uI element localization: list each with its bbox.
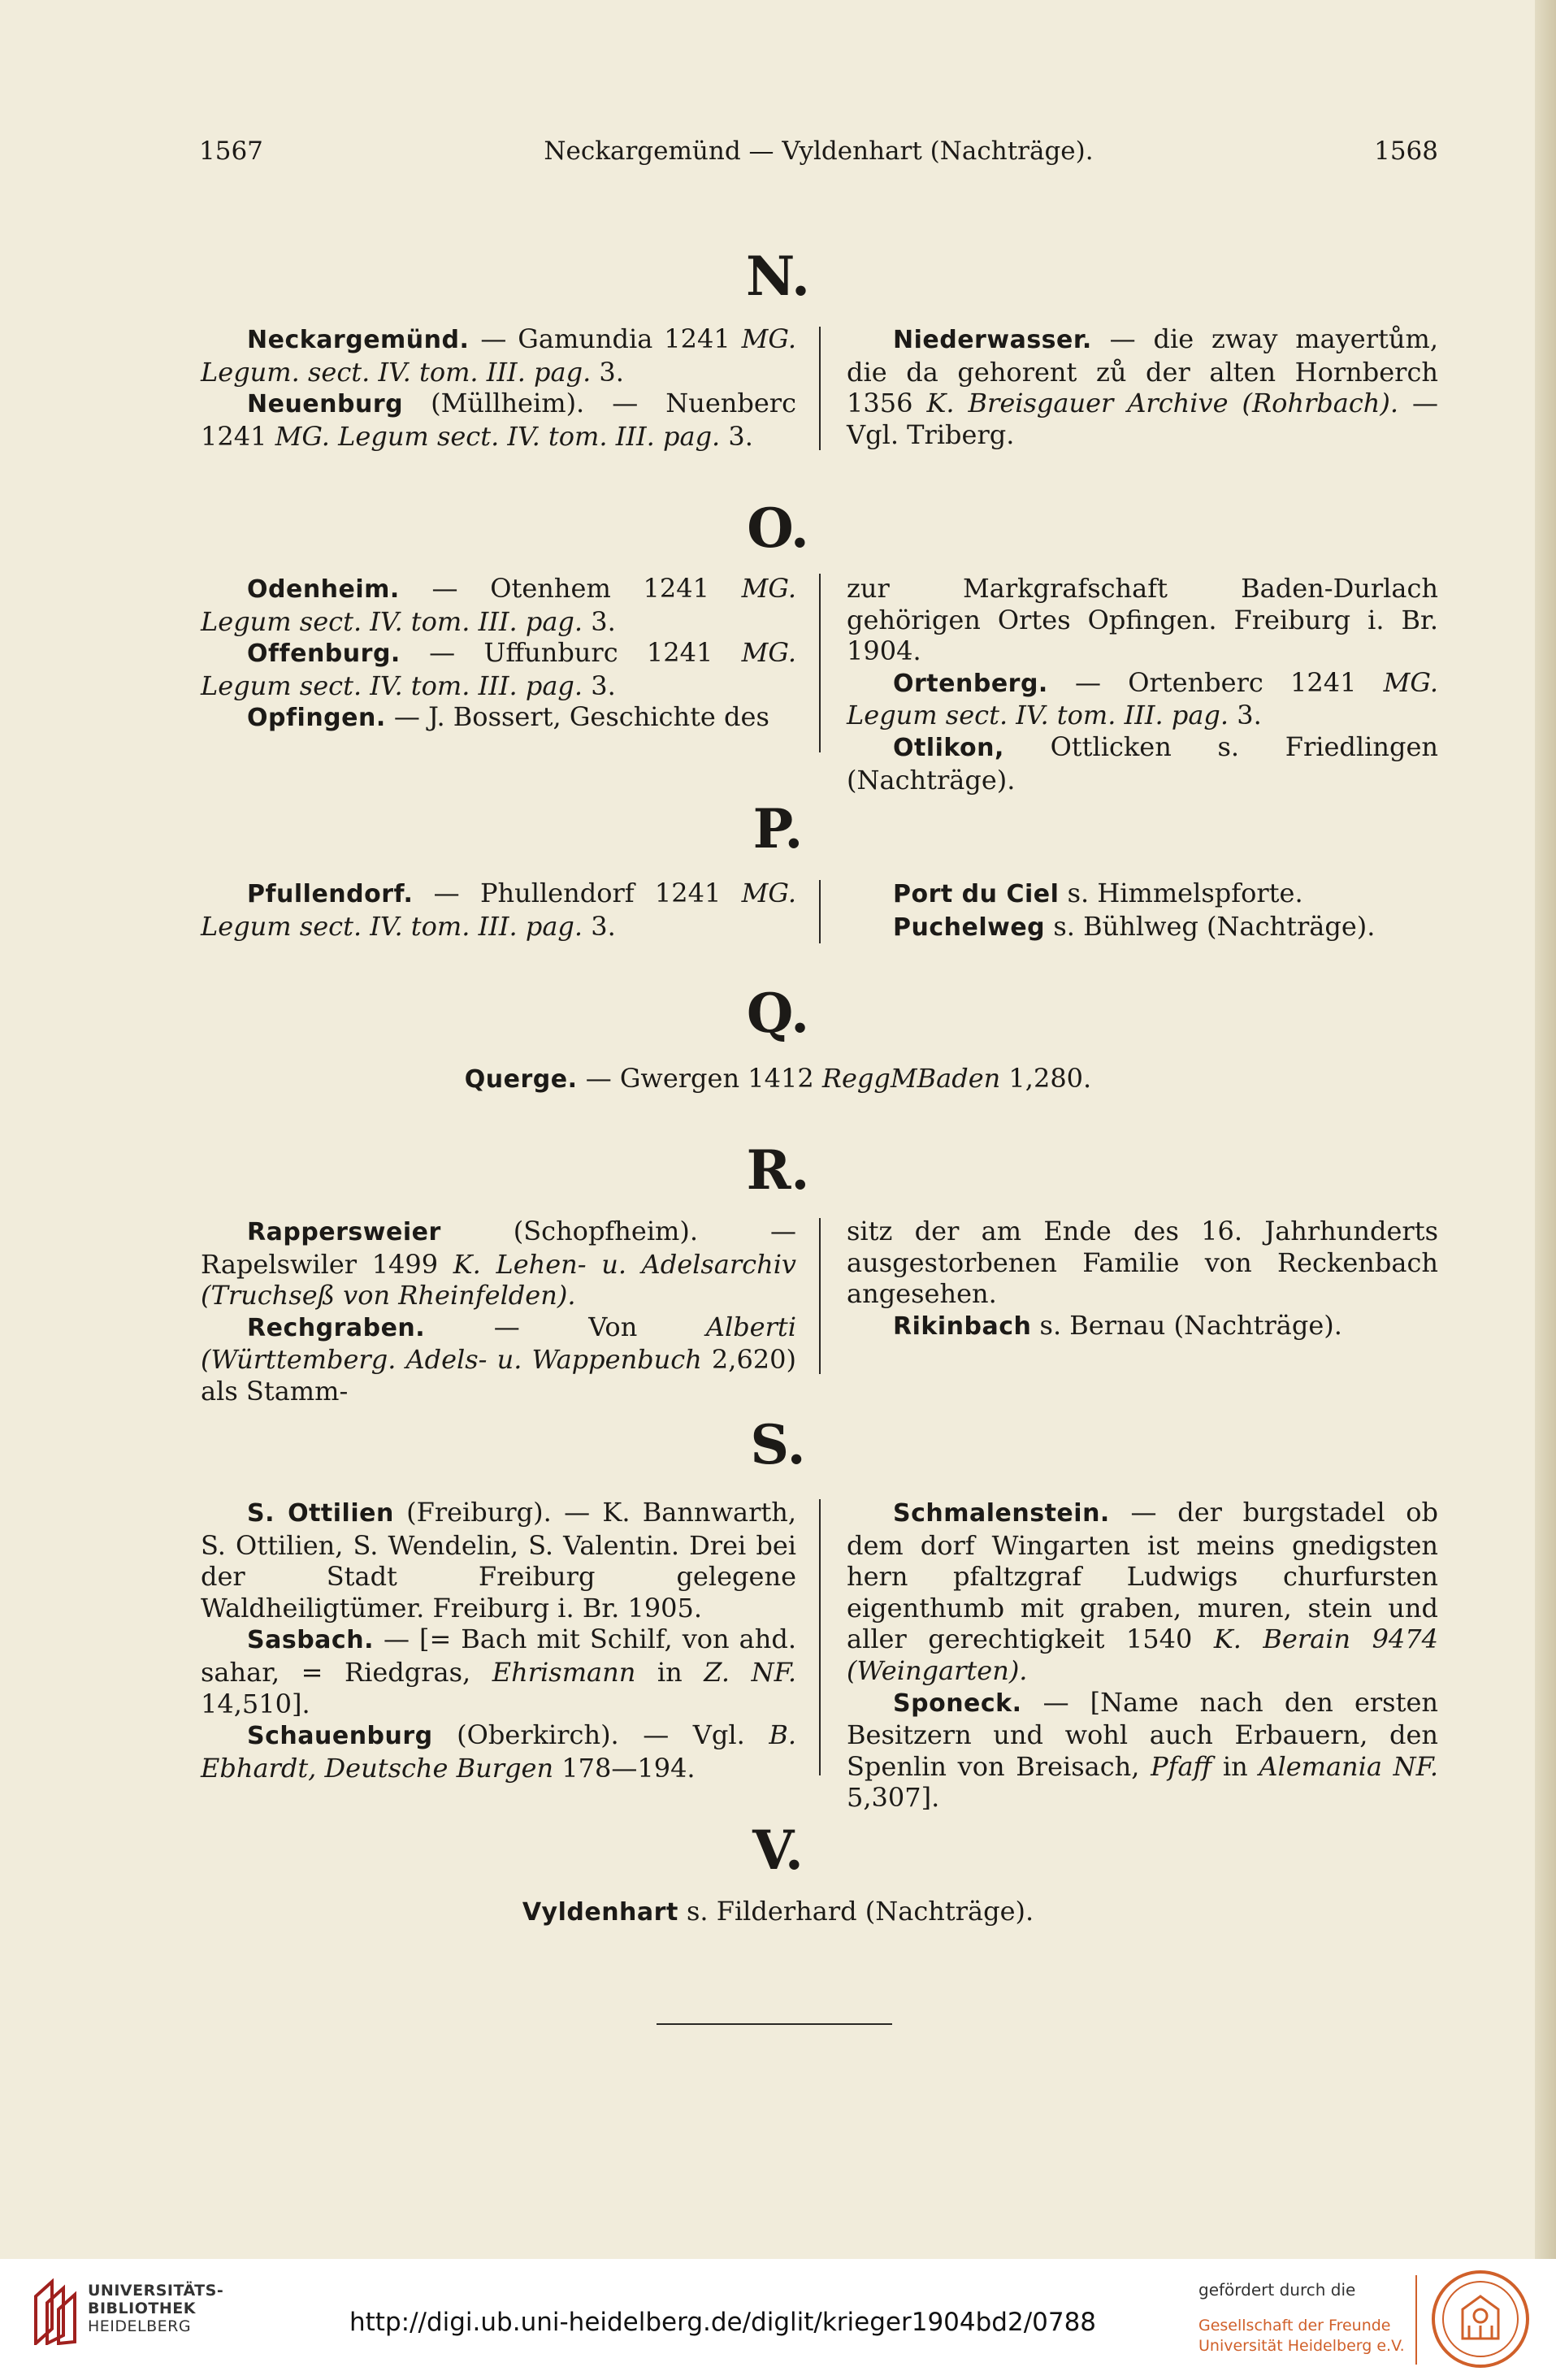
university-seal-icon (1430, 2269, 1531, 2369)
library-name: UNIVERSITÄTS- BIBLIOTHEK HEIDELBERG (88, 2282, 224, 2335)
lemma: Sponeck. (893, 1689, 1022, 1718)
entry-rappersweier: Rappersweier (Schopfheim). — Rapelswiler 1499 K. Lehen- u. Adelsarchiv (Truchseß von Rheinfelden). (201, 1216, 797, 1311)
page-number-right: 1568 (1374, 137, 1438, 166)
column-divider (819, 574, 821, 752)
entry-pfullendorf: Pfullendorf. — Phullendorf 1241 MG. Legum sect. IV. tom. III. pag. 3. (201, 878, 796, 942)
entry-rechgraben-cont: sitz der am Ende des 16. Jahrhunderts ausgestorbenen Familie von Reckenbach angesehen. (847, 1216, 1438, 1310)
entry-neckargemuend: Neckargemünd. — Gamundia 1241 MG. Legum. sect. IV. tom. III. pag. 3. (201, 323, 796, 388)
column-divider (819, 1218, 821, 1374)
column-left-p (201, 878, 796, 942)
entry-s-ottilien: S. Ottilien (Freiburg). — K. Bannwarth, S. Ottilien, S. Wendelin, S. Valentin. Drei bei der Stadt Freiburg gelegene Waldheiligtümer. Freiburg i. Br. 1905. (201, 1497, 797, 1624)
section-letter-p: P. (752, 797, 804, 861)
lemma: Neckargemünd. (247, 326, 470, 354)
entry-neuenburg: Neuenburg (Müllheim). — Nuenberc 1241 MG. Legum sect. IV. tom. III. pag. 3. (201, 388, 796, 452)
lemma: Opfingen. (247, 704, 386, 733)
lemma: Pfullendorf. (247, 880, 414, 908)
column-right-o (847, 573, 1438, 796)
permalink-url[interactable]: http://digi.ub.uni-heidelberg.de/diglit/krieger1904bd2/0788 (349, 2308, 1097, 2337)
library-footer (0, 2259, 1556, 2380)
entry-odenheim: Odenheim. — Otenhem 1241 MG. Legum sect. IV. tom. III. pag. 3. (201, 573, 796, 637)
entry-sasbach: Sasbach. — [= Bach mit Schilf, von ahd. sahar, = Riedgras, Ehrismann in Z. NF. 14,510]. (201, 1624, 797, 1719)
section-letter-o: O. (747, 496, 809, 560)
lemma: Schmalenstein. (893, 1499, 1110, 1528)
column-divider (819, 327, 821, 450)
entry-offenburg: Offenburg. — Uffunburc 1241 MG. Legum sect. IV. tom. III. pag. 3. (201, 637, 796, 701)
entry-sponeck: Sponeck. — [Name nach den ersten Besitzern und wohl auch Erbauern, den Spenlin von Breisach, Pfaff in Alemania NF. 5,307]. (847, 1686, 1438, 1814)
entry-rechgraben: Rechgraben. — Von Alberti (Württemberg. Adels- u. Wappenbuch 2,620) als Stamm- (201, 1311, 796, 1407)
lemma: Port du Ciel (893, 880, 1060, 908)
lemma: Niederwasser. (893, 326, 1092, 354)
section-letter-q: Q. (746, 982, 810, 1045)
entry-ortenberg: Ortenberg. — Ortenberc 1241 MG. Legum sect. IV. tom. III. pag. 3. (847, 666, 1438, 731)
column-left-s (201, 1497, 796, 1784)
sponsor-name: Gesellschaft der Freunde Universität Heidelberg e.V. (1198, 2317, 1405, 2355)
section-letter-v: V. (752, 1819, 804, 1882)
entry-rikinbach: Rikinbach s. Bernau (Nachträge). (893, 1309, 1342, 1341)
column-divider (819, 880, 821, 943)
column-divider (819, 1499, 821, 1775)
lemma: Rechgraben. (247, 1313, 426, 1342)
lemma: Rappersweier (247, 1218, 441, 1246)
column-right-r (847, 1216, 1438, 1342)
header-title: Neckargemünd — Vyldenhart (Nachträge). (544, 137, 1094, 166)
column-left-o (201, 573, 796, 735)
column-right-p (847, 878, 1438, 943)
entry-port-du-ciel: Port du Ciel s. Himmelspforte. (893, 878, 1303, 908)
section-letter-r: R. (746, 1138, 810, 1202)
lemma: Querge. (464, 1065, 578, 1094)
entry-puchelweg: Puchelweg s. Bühlweg (Nachträge). (893, 910, 1376, 942)
column-left-r (201, 1216, 796, 1407)
lemma: Rikinbach (893, 1311, 1032, 1341)
page-number-left: 1567 (199, 137, 263, 166)
entry-opfingen-cont: zur Markgrafschaft Baden-Durlach gehörigen Ortes Opfingen. Freiburg i. Br. 1904. (847, 573, 1438, 667)
lemma: S. Ottilien (247, 1499, 394, 1528)
entry-schmalenstein: Schmalenstein. — der burgstadel ob dem dorf Wingarten ist meins gnedigsten hern pfaltzgraf Ludwigs churfursten eigenthumb mit graben, muren, stein und aller gerechtigkeit 1540 K. Berain 9474 (Weingarten). (847, 1497, 1439, 1686)
running-header (199, 137, 1438, 177)
section-letter-s: S. (750, 1413, 806, 1476)
lemma: Neuenburg (247, 390, 404, 419)
entry-querge: Querge. — Gwergen 1412 ReggMBaden 1,280. (464, 1063, 1092, 1094)
entry-schauenburg: Schauenburg (Oberkirch). — Vgl. B. Ebhardt, Deutsche Burgen 178—194. (201, 1719, 796, 1784)
lemma: Ortenberg. (893, 669, 1048, 698)
section-letter-n: N. (745, 245, 811, 308)
lemma: Odenheim. (247, 575, 400, 604)
lemma: Sasbach. (247, 1626, 374, 1655)
column-right-n (847, 323, 1438, 450)
lemma: Schauenburg (247, 1722, 433, 1751)
lemma: Offenburg. (247, 639, 401, 669)
entry-otlikon: Otlikon, Ottlicken s. Friedlingen (Nachträge). (847, 730, 1438, 796)
column-left-n (201, 323, 796, 452)
sponsor-caption: gefördert durch die (1198, 2280, 1356, 2300)
entry-opfingen: Opfingen. — J. Bossert, Geschichte des (247, 701, 769, 733)
end-rule (657, 2023, 892, 2025)
lemma: Otlikon, (893, 733, 1004, 762)
lemma: Vyldenhart (522, 1898, 678, 1927)
lemma: Puchelweg (893, 913, 1046, 942)
sponsor-divider (1415, 2275, 1417, 2365)
entry-niederwasser: Niederwasser. — die zway mayertům, die da gehorent zů der alten Hornberch 1356 K. Breisgauer Archive (Rohrbach). — Vgl. Triberg. (847, 323, 1439, 450)
entry-vyldenhart: Vyldenhart s. Filderhard (Nachträge). (522, 1896, 1034, 1927)
library-logo-icon (31, 2278, 81, 2345)
column-right-s (847, 1497, 1438, 1814)
